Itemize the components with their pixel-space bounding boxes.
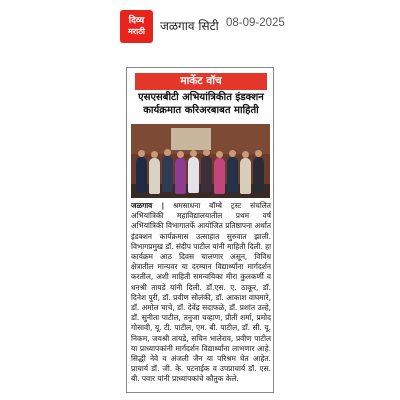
logo-text-line2: मराठी (128, 27, 145, 36)
person-head (229, 150, 236, 157)
person-head (177, 151, 184, 158)
article-headline: एसएसबीटी अभियांत्रिकीत इंडक्शन कार्यक्रमात करिअरबाबत माहिती (138, 92, 264, 116)
person-head (164, 149, 171, 156)
person-figure (188, 157, 199, 193)
person-figure (136, 157, 147, 193)
person-head (190, 150, 197, 157)
person-head (151, 151, 158, 158)
edition-date: 08-09-2025 (226, 17, 285, 29)
person-head (216, 151, 223, 158)
person-figure (214, 158, 225, 194)
group-photo (131, 124, 270, 198)
page-header (0, 0, 400, 50)
person-figure (201, 156, 212, 192)
person-figure (227, 157, 238, 193)
person-head (242, 151, 249, 158)
logo-text-line1: दिव्य (128, 16, 145, 26)
photo-screen (171, 128, 211, 150)
person-head (255, 150, 262, 157)
newspaper-clipping (126, 67, 274, 393)
section-banner: मार्केट वॉच (135, 73, 267, 90)
person-head (203, 149, 210, 156)
person-figure (253, 157, 264, 193)
person-figure (175, 158, 186, 194)
person-figure (149, 158, 160, 194)
person-figure (162, 156, 173, 192)
person-figure (240, 158, 251, 194)
article-body-text: श्रमसाधना बॉम्बे ट्रस्ट संचलित अभियांत्रिकी महाविद्यालयातील प्रथम वर्ष अभियांत्रिकी विभागातर्फे आयोजित प्रतिष्ठापना अर्थात इंडक्शन कार्यक्रमास उत्साहात सुरुवात झाली. विभागप्रमुख डॉ. संदीप पाटील यांनी माहिती दिली. हा कार्यक्रम आठ दिवस चालणार असून, विविध क्षेत्रातील मान्यवर या दरम्यान विद्यार्थ्यांना मार्गदर्शन करतील, अशी माहिती समन्वयिका मीरा कुलकर्णी व धनश्री तायडे यांनी दिली. डॉ.एस. ए. ठाकूर, डॉ. दिनेश पुरी, डॉ. प्रवीण सोलंकी, डॉ. आकाश वाघमारे, डॉ. अमोल चाचे, डॉ. देवेंद्र सदाफळे, डॉ. प्रशांत उल्हे, डॉ. सुनीता पाटील, तनुजा चव्हाण, प्रीती शर्मा, प्रमोद गोसावी, यू. टी. पाटील, एम. बी. पाटील, डॉ. सी. यू. निकम, जयश्री तायडे, सचिन भालेराव, प्रवीण पाटील या प्राध्यापकांनी मार्गदर्शन विद्यार्थ्यांना लाभणार आहे. सिद्धी नेवे व अंजली जैन या परिश्रम घेत आहेत. प्राचार्य डॉ. जी. के. पटनाईक व उपप्राचार्य डॉ. एस. बी. पवार यांनी प्राध्यापकांचे कौतुक केले. (131, 201, 271, 384)
person-head (138, 150, 145, 157)
edition-city: जळगाव सिटी (160, 19, 219, 33)
article-dateline: जळगाव | (131, 201, 165, 210)
divya-marathi-logo[interactable] (120, 10, 153, 43)
article-body (131, 201, 271, 385)
